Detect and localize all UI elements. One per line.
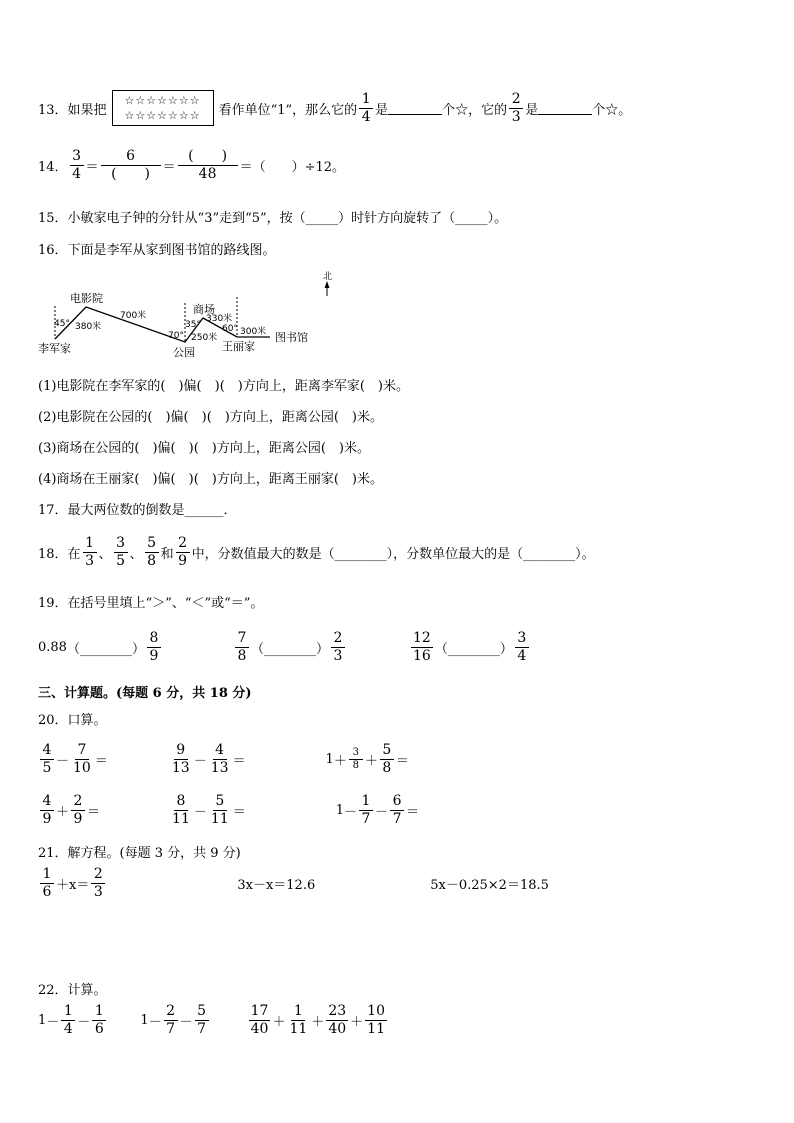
numerator: 4 [213, 742, 227, 760]
fraction [287, 1003, 309, 1038]
value: 1 [38, 1013, 47, 1028]
numerator: 17 [250, 1003, 269, 1019]
question-21-title: 21．解方程。(每题 3 分，共 9 分) [38, 846, 241, 861]
denominator: 8 [237, 648, 247, 664]
denominator: 11 [172, 811, 190, 827]
denominator: 6 [42, 884, 52, 900]
numerator: 9 [174, 742, 188, 760]
numerator: 8 [174, 793, 188, 811]
denominator: 48 [198, 166, 217, 182]
q14-tail: ＝（ ）÷12。 [239, 160, 346, 175]
fraction [164, 1003, 178, 1038]
op: － [56, 754, 70, 769]
q18-text: 中，分数值最大的数是（________），分数单位最大的是（________）。 [191, 547, 595, 562]
place-wang: 王丽家 [222, 340, 255, 353]
numerator: 3 [349, 747, 363, 760]
fraction [61, 1003, 75, 1038]
op: ＝ [94, 754, 108, 769]
fraction [515, 630, 529, 665]
denominator: 6 [94, 1021, 104, 1037]
fraction [91, 866, 105, 901]
denominator: 9 [42, 811, 52, 827]
denominator: 7 [166, 1021, 176, 1037]
numerator: 5 [145, 535, 159, 553]
fraction [71, 742, 93, 777]
numerator: 5 [380, 742, 394, 760]
fraction [147, 630, 161, 665]
op: ＝ [406, 805, 420, 820]
denominator: 8 [382, 760, 392, 776]
question-19-title: 19．在括号里填上“＞”、“＜”或“＝”。 [38, 596, 264, 611]
numerator: 12 [412, 630, 431, 646]
q16-item: (4)商场在王丽家( )偏( )( )方向上，距离王丽家( )米。 [38, 472, 383, 487]
numerator: 2 [331, 630, 345, 648]
op: ＝ [395, 754, 409, 769]
q13-prefix: 13．如果把 [38, 102, 107, 118]
equals: ＝ [162, 160, 176, 175]
distance-label: 300米 [240, 327, 267, 337]
op: ＋ [272, 1015, 286, 1030]
equation-3: 5x－0.25×2＝18.5 [430, 878, 549, 893]
place-cinema: 电影院 [70, 292, 103, 305]
op: ＋ [311, 1015, 325, 1030]
denominator: 5 [116, 553, 126, 569]
fraction [380, 742, 394, 777]
denominator: 4 [63, 1021, 73, 1037]
fraction [170, 793, 192, 828]
distance-label: 330米 [206, 314, 233, 324]
q16-item: (3)商场在公园的( )偏( )( )方向上，距离公园( )米。 [38, 441, 370, 456]
fraction [411, 630, 433, 665]
denominator: 3 [85, 553, 94, 569]
value: 1 [140, 1013, 149, 1028]
equation-2: 3x－x＝12.6 [237, 878, 316, 893]
op: － [193, 754, 207, 769]
place-home: 李军家 [38, 342, 71, 355]
angle-label: 70° [168, 331, 184, 341]
op: － [46, 1015, 60, 1030]
stars-row: ☆☆☆☆☆☆☆ [124, 109, 201, 122]
q22-expressions [38, 1003, 389, 1038]
denominator: 8 [352, 760, 360, 771]
fraction [209, 793, 231, 828]
question-17: 17．最大两位数的倒数是______． [38, 503, 237, 518]
fraction [331, 630, 345, 665]
numerator: 1 [83, 535, 97, 553]
north-arrow-head-icon [325, 281, 330, 288]
denominator: 13 [171, 760, 190, 776]
numerator: 5 [195, 1003, 209, 1021]
fraction [170, 742, 192, 777]
question-22-title: 22．计算。 [38, 983, 107, 998]
distance-label: 380米 [75, 322, 102, 332]
fraction [40, 793, 54, 828]
denominator: 40 [328, 1021, 347, 1037]
denominator: 7 [197, 1021, 207, 1037]
north-label: 北 [323, 272, 333, 282]
numerator: 6 [101, 148, 161, 166]
denominator: 3 [333, 648, 343, 664]
denominator: 11 [289, 1021, 308, 1037]
q14-number: 14． [38, 160, 68, 175]
separator: 、 [98, 547, 112, 562]
fraction [359, 793, 373, 828]
denominator: 40 [250, 1021, 269, 1037]
denominator-blank[interactable]: ( ) [111, 166, 151, 182]
denominator: 9 [149, 648, 159, 664]
fraction [40, 866, 54, 901]
q16-item: (2)电影院在公园的( )偏( )( )方向上，距离公园( )米。 [38, 410, 383, 425]
fraction [209, 742, 231, 777]
denominator: 4 [72, 166, 81, 182]
fraction [145, 535, 159, 570]
question-19-items [38, 630, 531, 665]
numerator: 1 [359, 91, 373, 109]
angle-label: 60° [222, 324, 238, 334]
op: ＋ [333, 754, 347, 769]
fraction [83, 535, 97, 570]
question-18 [38, 535, 595, 570]
fraction [349, 747, 363, 772]
numerator: 3 [515, 630, 529, 648]
numerator: 7 [235, 630, 249, 648]
numerator: 1 [40, 866, 54, 884]
op: － [179, 1015, 193, 1030]
denominator: 16 [412, 648, 431, 664]
denominator: 3 [511, 108, 521, 125]
denominator: 8 [147, 553, 157, 569]
fraction [176, 535, 190, 570]
fraction [235, 630, 249, 665]
q13-text: 个☆，它的 [442, 102, 508, 118]
compare-blank[interactable]: （________） [66, 642, 145, 657]
distance-label: 250米 [191, 333, 218, 343]
compare-blank[interactable]: （________） [250, 642, 329, 657]
equals: ＝ [85, 160, 99, 175]
op: ＋ [364, 754, 378, 769]
op: － [375, 805, 389, 820]
denominator: 3 [93, 884, 103, 900]
numerator: 23 [328, 1003, 347, 1019]
separator: 和 [160, 547, 174, 562]
question-15: 15．小敏家电子钟的分针从“3”走到“5”，按（_____）时针方向旋转了（_____）。 [38, 211, 508, 226]
section-3-heading: 三、计算题。(每题 6 分，共 18 分) [38, 686, 252, 701]
separator: 、 [129, 547, 143, 562]
op: ＋ [350, 1015, 364, 1030]
numerator: 1 [359, 793, 373, 811]
numerator: 4 [40, 793, 54, 811]
denominator: 10 [73, 760, 91, 776]
denominator: 9 [73, 811, 83, 827]
q16-item: (1)电影院在李军家的( )偏( )( )方向上，距离李军家( )米。 [38, 379, 409, 394]
value: 0.88 [38, 640, 67, 655]
q18-text: 18．在 [38, 547, 81, 562]
numerator: 2 [91, 866, 105, 884]
fraction [326, 1003, 348, 1038]
place-park: 公园 [173, 346, 195, 359]
denominator: 13 [210, 760, 229, 776]
denominator: 5 [42, 760, 52, 776]
numerator: 5 [213, 793, 227, 811]
numerator: 8 [147, 630, 161, 648]
denominator: 11 [367, 1021, 385, 1037]
denominator: 7 [392, 811, 402, 827]
q13-text: 是 [375, 102, 389, 118]
numerator: 7 [75, 742, 89, 760]
fraction [249, 1003, 271, 1038]
place-library: 图书馆 [275, 331, 308, 344]
q13-text: 是 [525, 102, 539, 118]
denominator: 11 [210, 811, 229, 827]
q20-row [38, 793, 419, 828]
op: ＝ [87, 805, 101, 820]
angle-label: 35° [185, 320, 201, 330]
question-16-title: 16．下面是李军从家到图书馆的路线图。 [38, 243, 276, 258]
op: － [193, 805, 207, 820]
numerator: 6 [390, 793, 404, 811]
denominator: 7 [361, 811, 371, 827]
numerator: 2 [71, 793, 85, 811]
fraction [365, 1003, 387, 1038]
numerator: 3 [114, 535, 128, 553]
op: － [77, 1015, 91, 1030]
fraction [71, 793, 85, 828]
q21-equations [38, 866, 549, 901]
question-20-title: 20．口算。 [38, 713, 107, 728]
op: － [344, 805, 358, 820]
denominator: 4 [517, 648, 527, 664]
op: ＝ [232, 805, 246, 820]
fraction [114, 535, 128, 570]
compare-blank[interactable]: （________） [434, 642, 513, 657]
fraction [195, 1003, 209, 1038]
op: ＝ [232, 754, 246, 769]
numerator-blank[interactable]: ( ) [178, 148, 238, 166]
fraction [390, 793, 404, 828]
numerator: 3 [70, 148, 84, 166]
op: － [148, 1015, 162, 1030]
distance-label: 700米 [120, 311, 147, 321]
numerator: 1 [61, 1003, 75, 1021]
numerator: 1 [291, 1003, 305, 1021]
fraction [40, 742, 54, 777]
numerator: 4 [40, 742, 54, 760]
numerator: 10 [367, 1003, 385, 1019]
q13-text: 看作单位“1”，那么它的 [218, 102, 358, 118]
q20-row [38, 742, 409, 777]
q13-text: 个☆。 [592, 102, 632, 118]
op: ＋ [56, 805, 70, 820]
equation-part: ＋x＝ [56, 878, 90, 893]
stars-row: ☆☆☆☆☆☆☆ [124, 94, 201, 107]
fraction [92, 1003, 106, 1038]
numerator: 2 [176, 535, 190, 553]
denominator: 9 [178, 553, 188, 569]
numerator: 2 [509, 91, 523, 109]
value: 1 [335, 803, 344, 818]
numerator: 1 [92, 1003, 106, 1021]
value: 1 [325, 752, 334, 767]
denominator: 4 [361, 108, 371, 125]
numerator: 2 [164, 1003, 178, 1021]
angle-label: 45° [54, 319, 70, 329]
place-mall: 商场 [193, 303, 215, 316]
